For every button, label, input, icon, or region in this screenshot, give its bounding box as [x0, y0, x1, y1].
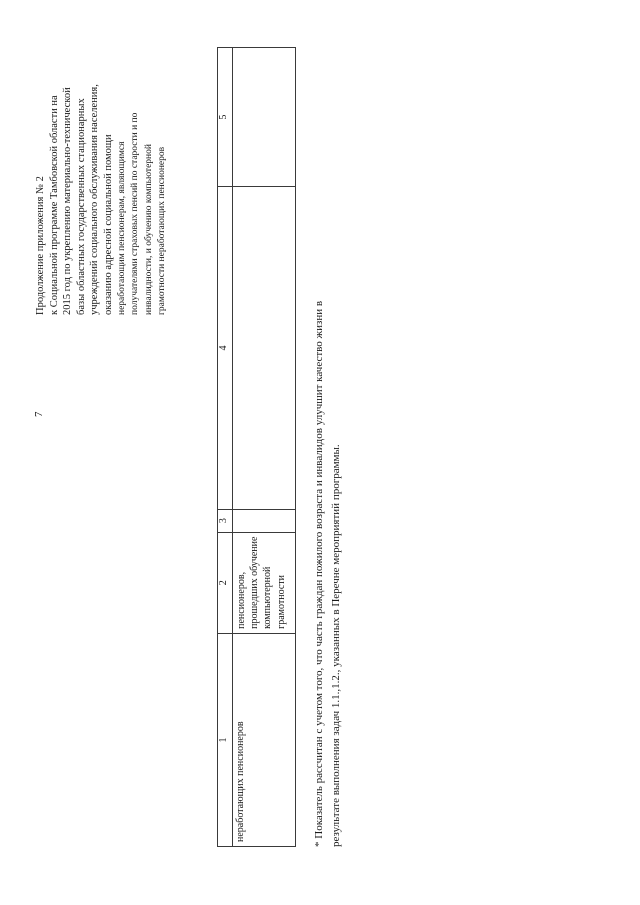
footnote-line: * Показатель рассчитан с учетом того, что часть граждан пожилого возраста и инвалидов улучшит качество жизни в [313, 300, 325, 847]
indicators-table [217, 47, 296, 847]
header-line: получателями страховых пенсий по старости и по [130, 112, 141, 315]
column-header: 4 [218, 187, 233, 510]
page-number: 7 [33, 411, 45, 417]
footnote-line: результате выполнения задач 1.1.,1.2., указанных в Перечне мероприятий программы. [330, 444, 342, 847]
header-line: неработающим пенсионерам, являющимся [116, 141, 127, 315]
table-cell-indicator [233, 532, 296, 633]
column-header: 1 [218, 633, 233, 846]
table-cell [233, 187, 296, 510]
column-header: 3 [218, 509, 233, 532]
table-header-row [218, 48, 233, 847]
header-line: 2015 год по укреплению материально-технической [62, 87, 74, 315]
column-header: 5 [218, 48, 233, 187]
table-cell-category: неработающих пенсионеров [233, 633, 296, 846]
indicator-line: прошедших обучение [249, 536, 261, 629]
header-line: инвалидности, и обучению компьютерной [143, 144, 154, 315]
header-line: к Социальной программе Тамбовской области на [48, 95, 60, 315]
table-cell [233, 48, 296, 187]
column-header: 2 [218, 532, 233, 633]
indicator-line: грамотности [275, 575, 287, 629]
indicator-line: пенсионеров, [236, 571, 247, 629]
table-row [233, 48, 296, 847]
indicator-line: компьютерной [262, 566, 274, 629]
header-line: оказанию адресной социальной помощи [102, 134, 114, 315]
header-line: грамотности неработающих пенсионеров [157, 146, 168, 315]
header-line: Продолжение приложения № 2 [35, 176, 46, 315]
appendix-header [34, 0, 170, 315]
footnote [311, 47, 345, 847]
header-line: базы областных государственных стационарных [75, 98, 87, 315]
header-line: учреждений социального обслуживания населения, [89, 84, 101, 315]
table-cell [233, 509, 296, 532]
